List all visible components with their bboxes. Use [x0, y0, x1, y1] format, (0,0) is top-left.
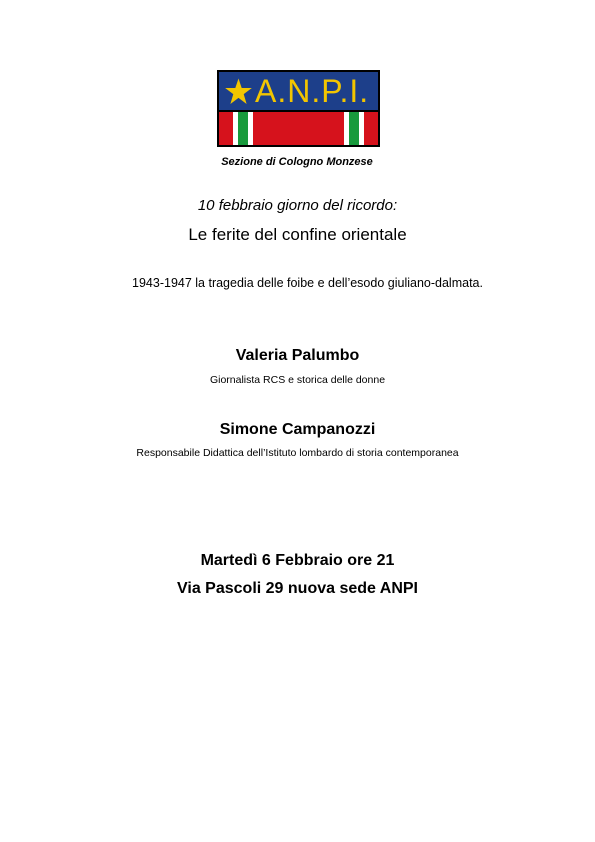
section-name: Sezione di Cologno Monzese [221, 156, 373, 168]
speaker-role: Giornalista RCS e storica delle donne [209, 374, 386, 386]
flag-green-stripe [349, 112, 359, 145]
speaker-name: Simone Campanozzi [219, 421, 376, 438]
event-date: Martedì 6 Febbraio ore 21 [200, 552, 395, 569]
flag-red-stripe [364, 112, 378, 145]
logo-flag-band [219, 112, 378, 145]
event-headline [0, 197, 595, 214]
event-subtitle: 1943-1947 la tragedia delle foibe e dell’esodo giuliano-dalmata. [132, 276, 483, 290]
star-icon [224, 77, 253, 106]
event-location: Via Pascoli 29 nuova sede ANPI [177, 580, 418, 597]
logo-text: A.N.P.I. [255, 73, 370, 109]
flag-red-stripe [219, 112, 233, 145]
headline-text: 10 febbraio giorno del ricordo: [197, 197, 398, 214]
speaker-name: Valeria Palumbo [235, 347, 360, 364]
speaker-role: Responsabile Didattica dell’Istituto lombardo di storia contemporanea [136, 447, 459, 459]
event-title: Le ferite del confine orientale [188, 225, 407, 244]
anpi-logo [217, 70, 380, 147]
flag-red-stripe [253, 112, 344, 145]
section-caption [0, 152, 595, 170]
logo-blue-band [219, 72, 378, 110]
flag-green-stripe [238, 112, 248, 145]
